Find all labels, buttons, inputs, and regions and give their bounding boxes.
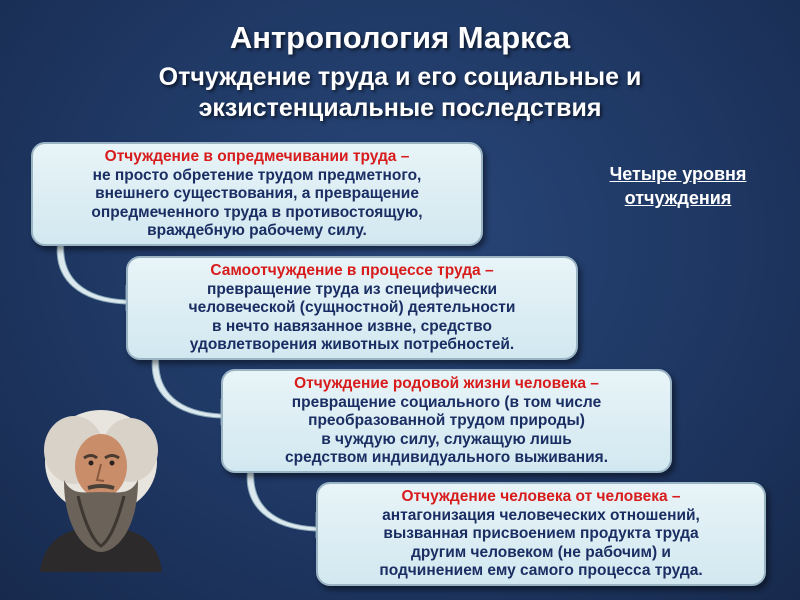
level-4-text: антагонизация человеческих отношений, вызванная присвоением продукта труда другим человеком (не рабочим) и подчинением ему самого процесса труда. bbox=[379, 506, 703, 579]
side-label: Четыре уровня отчуждения bbox=[609, 164, 747, 208]
level-3-text: превращение социального (в том числе преобразованной трудом природы) в чуждую силу, служащую лишь средством индивидуального выживания. bbox=[285, 393, 608, 466]
curved-arrow-icon bbox=[246, 467, 326, 543]
curved-arrow-icon bbox=[56, 240, 136, 316]
page-title: Антропология Маркса bbox=[229, 20, 571, 55]
level-4-heading: Отчуждение человека от человека – bbox=[401, 488, 681, 505]
level-2-box bbox=[126, 256, 578, 360]
level-4-box bbox=[316, 482, 766, 586]
page-subtitle bbox=[0, 62, 800, 124]
karl-marx-portrait bbox=[34, 400, 168, 572]
level-3-heading: Отчуждение родовой жизни человека – bbox=[294, 375, 599, 392]
level-2-heading: Самоотчуждение в процессе труда – bbox=[210, 262, 494, 279]
level-2-text: превращение труда из специфически человеческой (сущностной) деятельности в нечто навязанное извне, средство удовлетворения животных потребностей. bbox=[188, 280, 516, 353]
subtitle-line-1: Отчуждение труда и его социальные и bbox=[158, 63, 642, 91]
level-1-text: не просто обретение трудом предметного, внешнего существования, а превращение опредмеченного труда в противостоящую, враждебную рабочему силу. bbox=[91, 166, 423, 239]
subtitle-line-2: экзистенциальные последствия bbox=[198, 94, 602, 122]
level-1-box bbox=[31, 142, 483, 246]
level-3-box bbox=[221, 369, 672, 473]
level-1-heading: Отчуждение в опредмечивании труда – bbox=[104, 148, 410, 165]
